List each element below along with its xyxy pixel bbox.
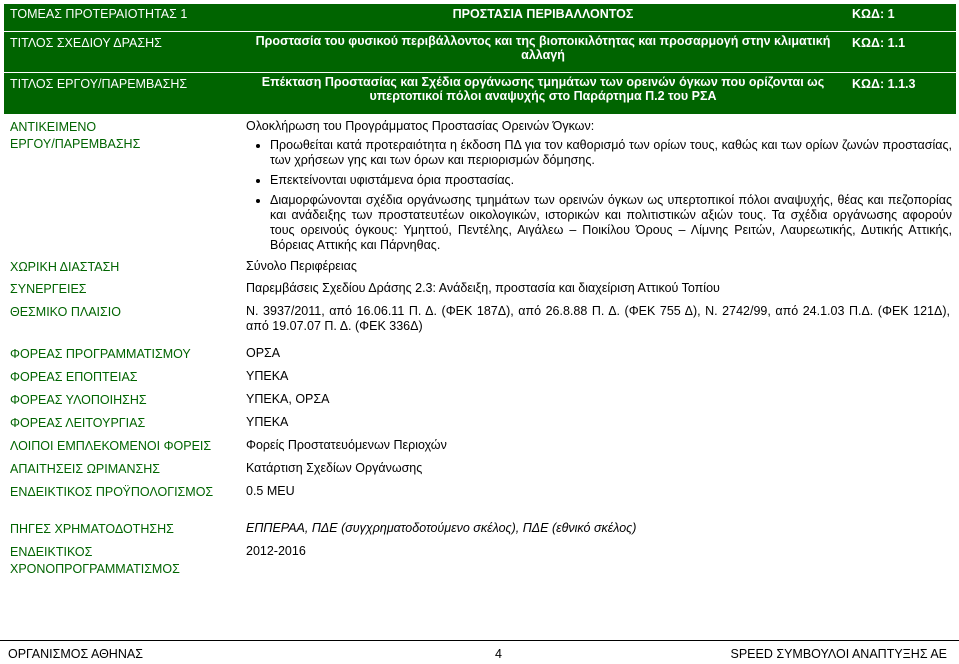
object-label: ΑΝΤΙΚΕΙΜΕΝΟ ΕΡΓΟΥ/ΠΑΡΕΜΒΑΣΗΣ <box>10 120 141 151</box>
row-label: ΠΗΓΕΣ ΧΡΗΜΑΤΟΔΟΤΗΣΗΣ <box>10 522 174 536</box>
object-row <box>4 118 956 258</box>
row-label: ΛΟΙΠΟΙ ΕΜΠΛΕΚΟΜΕΝΟΙ ΦΟΡΕΙΣ <box>10 439 212 453</box>
object-bullet: • Διαμορφώνονται σχέδια οργάνωσης τμημάτων των ορεινών όγκων ως υπερτοπικοί πόλοι αναψυχής, θέας και πεζοπορίας και ανάδειξης των προστατευτέων οικολογικών, ιστορικών και πολιτιστικών αξιών τους. Τα σχέδια οργάνωσης αφορούν τους ορεινούς όγκους: Υμηττού, Πεντέλης, Αιγάλεω – Ποικίλου Όρους – Λίμνης Ρειτών, Λαυρεωτικής, Δυτικής Αττικής, Βόρειας Αττικής και Πάρνηθας. <box>270 193 952 253</box>
row-value: ΕΠΠΕΡΑΑ, ΠΔΕ (συγχρηματοδοτούμενο σκέλος), ΠΔΕ (εθνικό σκέλος) <box>246 521 637 535</box>
priority-title: ΠΡΟΣΤΑΣΙΑ ΠΕΡΙΒΑΛΛΟΝΤΟΣ <box>240 4 846 32</box>
row-value: 2012-2016 <box>246 544 306 558</box>
table-row <box>4 345 956 368</box>
project-row <box>4 73 956 115</box>
object-bullet: • Επεκτείνονται υφιστάμενα όρια προστασίας. <box>270 173 952 188</box>
row-value: 0.5 MEU <box>246 484 295 498</box>
table-row <box>4 460 956 483</box>
plan-code: ΚΩΔ: 1.1 <box>846 32 956 73</box>
priority-row <box>4 4 956 32</box>
row-label: ΕΝΔΕΙΚΤΙΚΟΣ ΧΡΟΝΟΠΡΟΓΡΑΜΜΑΤΙΣΜΟΣ <box>10 545 180 576</box>
row-label: ΘΕΣΜΙΚΟ ΠΛΑΙΣΙΟ <box>10 305 121 319</box>
row-label: ΣΥΝΕΡΓΕΙΕΣ <box>10 282 87 296</box>
plan-row <box>4 32 956 73</box>
footer-page-number: 4 <box>495 647 502 661</box>
row-label: ΕΝΔΕΙΚΤΙΚΟΣ ΠΡΟΫΠΟΛΟΓΙΣΜΟΣ <box>10 485 214 499</box>
priority-label: ΤΟΜΕΑΣ ΠΡΟΤΕΡΑΙΟΤΗΤΑΣ 1 <box>4 4 240 32</box>
row-label: ΧΩΡΙΚΗ ΔΙΑΣΤΑΣΗ <box>10 260 120 274</box>
footer-organization: ΟΡΓΑΝΙΣΜΟΣ ΑΘΗΝΑΣ <box>8 647 143 661</box>
object-intro: Ολοκλήρωση του Προγράμματος Προστασίας Ορεινών Όγκων: <box>246 119 595 133</box>
table-row <box>4 437 956 460</box>
project-label: ΤΙΤΛΟΣ ΕΡΓΟΥ/ΠΑΡΕΜΒΑΣΗΣ <box>4 73 240 115</box>
table-row <box>4 280 956 303</box>
row-label: ΦΟΡΕΑΣ ΥΛΟΠΟΙΗΣΗΣ <box>10 393 147 407</box>
row-value: ΟΡΣΑ <box>246 346 281 360</box>
row-value: ΥΠΕΚΑ, ΟΡΣΑ <box>246 392 330 406</box>
footer-rule <box>0 640 959 641</box>
project-code: ΚΩΔ: 1.1.3 <box>846 73 956 115</box>
table-row <box>4 414 956 437</box>
plan-label: ΤΙΤΛΟΣ ΣΧΕΔΙΟΥ ΔΡΑΣΗΣ <box>4 32 240 73</box>
row-value: Παρεμβάσεις Σχεδίου Δράσης 2.3: Ανάδειξη, προστασία και διαχείριση Αττικού Τοπίου <box>246 281 720 295</box>
table-row <box>4 391 956 414</box>
row-label: ΦΟΡΕΑΣ ΛΕΙΤΟΥΡΓΙΑΣ <box>10 416 146 430</box>
row-label: ΦΟΡΕΑΣ ΠΡΟΓΡΑΜΜΑΤΙΣΜΟΥ <box>10 347 191 361</box>
row-value: Ν. 3937/2011, από 16.06.11 Π. Δ. (ΦΕΚ 187Δ), από 26.8.88 Π. Δ. (ΦΕΚ 755 Δ), Ν. 2742/99, από 24.1.03 Π.Δ. (ΦΕΚ 121Δ), από 19.07.07 Π. Δ. (ΦΕΚ 336Δ) <box>246 304 950 333</box>
object-bullet: • Προωθείται κατά προτεραιότητα η έκδοση ΠΔ για τον καθορισμό των ορίων τους, καθώς και των ορίων ζωνών προστασίας, των χρήσεων γης και των όρων και περιορισμών δόμησης. <box>270 138 952 168</box>
table-row <box>4 543 956 580</box>
priority-code: ΚΩΔ: 1 <box>846 4 956 32</box>
row-label: ΦΟΡΕΑΣ ΕΠΟΠΤΕΙΑΣ <box>10 370 138 384</box>
table-row <box>4 258 956 280</box>
row-value: ΥΠΕΚΑ <box>246 415 289 429</box>
table-row <box>4 368 956 391</box>
object-bullet-list <box>246 138 952 253</box>
plan-title: Προστασία του φυσικού περιβάλλοντος και της βιοποικιλότητας και προσαρμογή στην κλιματική αλλαγή <box>240 32 846 73</box>
row-value: Κατάρτιση Σχεδίων Οργάνωσης <box>246 461 423 475</box>
footer-consultant: SPEED ΣΥΜΒΟΥΛΟΙ ΑΝΑΠΤΥΞΗΣ ΑΕ <box>730 647 947 661</box>
table-row <box>4 520 956 543</box>
row-value: Σύνολο Περιφέρειας <box>246 259 357 273</box>
row-value: Φορείς Προστατευόμενων Περιοχών <box>246 438 447 452</box>
table-row <box>4 303 956 345</box>
row-label: ΑΠΑΙΤΗΣΕΙΣ ΩΡΙΜΑΝΣΗΣ <box>10 462 160 476</box>
project-title: Επέκταση Προστασίας και Σχέδια οργάνωσης τμημάτων των ορεινών όγκων που ορίζονται ως υπερτοπικοί πόλοι αναψυχής στο Παράρτημα Π.2 του ΡΣΑ <box>240 73 846 115</box>
row-value: ΥΠΕΚΑ <box>246 369 289 383</box>
project-sheet <box>4 4 956 580</box>
table-row <box>4 483 956 520</box>
project-table <box>4 4 956 580</box>
